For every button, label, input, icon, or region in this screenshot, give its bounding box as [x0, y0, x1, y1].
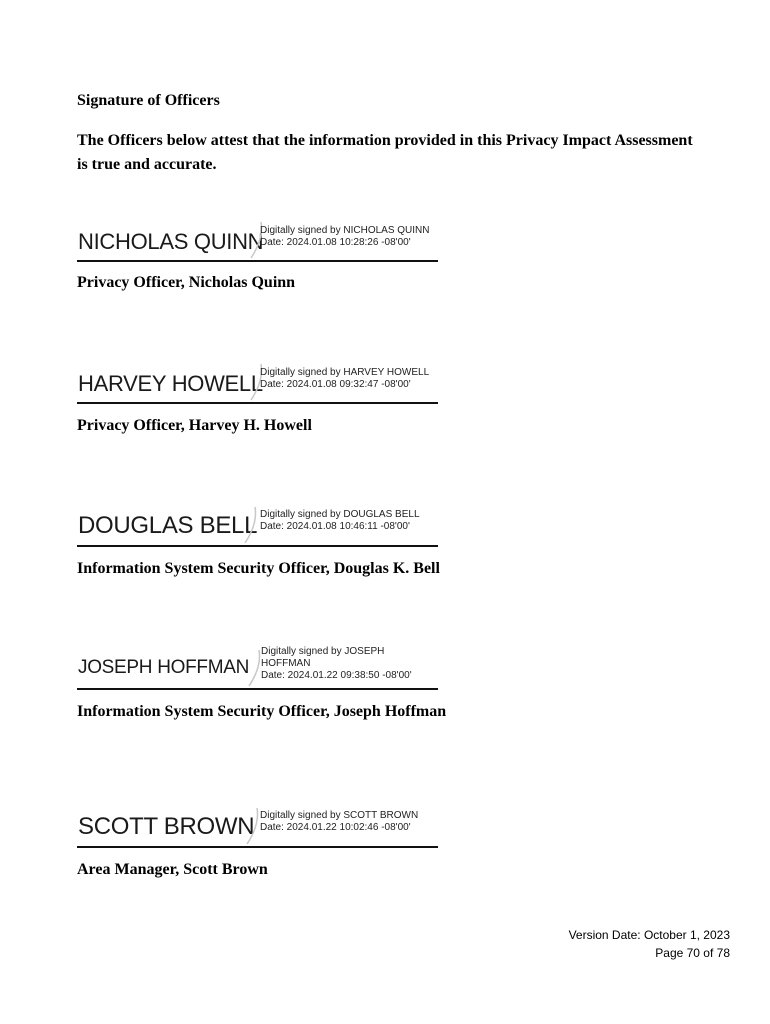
signature-line [77, 402, 438, 404]
officer-title: Area Manager, Scott Brown [77, 861, 268, 878]
signature-details [260, 509, 420, 533]
signed-date: Date: 2024.01.08 10:28:26 -08'00' [260, 237, 411, 248]
signature-details [260, 367, 429, 391]
officer-title: Information System Security Officer, Douglas K. Bell [77, 560, 440, 577]
signature-block-joseph-hoffman[interactable] [77, 646, 438, 690]
attestation-text: The Officers below attest that the information provided in this Privacy Impact Assessment is true and accurate. [77, 132, 693, 173]
signature-block-harvey-howell[interactable] [77, 360, 438, 404]
signer-name: HARVEY HOWELL [78, 371, 263, 396]
signed-by-text: Digitally signed by JOSEPH [261, 646, 385, 657]
signature-line [77, 846, 438, 848]
signer-name: NICHOLAS QUINN [78, 229, 264, 254]
signature-details [261, 646, 412, 682]
signature-block-scott-brown[interactable] [77, 804, 438, 848]
signed-by-text: Digitally signed by DOUGLAS BELL [260, 509, 420, 520]
page-number: Page 70 of 78 [655, 946, 730, 960]
signed-date: Date: 2024.01.08 09:32:47 -08'00' [260, 379, 411, 390]
signed-by-text-continued: HOFFMAN [261, 658, 311, 669]
section-heading: Signature of Officers [77, 92, 220, 109]
officer-title: Information System Security Officer, Joseph Hoffman [77, 703, 447, 720]
officer-title: Privacy Officer, Harvey H. Howell [77, 417, 312, 434]
page-footer [569, 926, 730, 962]
signature-block-nicholas-quinn[interactable] [77, 218, 438, 262]
signed-by-text: Digitally signed by SCOTT BROWN [260, 810, 419, 821]
signed-date: Date: 2024.01.22 09:38:50 -08'00' [261, 670, 412, 681]
signature-line [77, 260, 438, 262]
signed-date: Date: 2024.01.22 10:02:46 -08'00' [260, 822, 411, 833]
officer-title: Privacy Officer, Nicholas Quinn [77, 274, 296, 291]
signature-line [77, 688, 438, 690]
signer-name: JOSEPH HOFFMAN [78, 657, 250, 678]
signature-line [77, 545, 438, 547]
signer-name: SCOTT BROWN [78, 813, 255, 840]
signer-name: DOUGLAS BELL [78, 512, 258, 539]
signature-details [260, 225, 430, 249]
signature-block-douglas-bell[interactable] [77, 503, 438, 547]
version-date: Version Date: October 1, 2023 [568, 928, 730, 942]
signature-details [260, 810, 418, 834]
signature-flourish-icon [239, 505, 261, 545]
signed-date: Date: 2024.01.08 10:46:11 -08'00' [260, 521, 410, 532]
signed-by-text: Digitally signed by HARVEY HOWELL [260, 367, 430, 378]
signed-by-text: Digitally signed by NICHOLAS QUINN [260, 225, 430, 236]
